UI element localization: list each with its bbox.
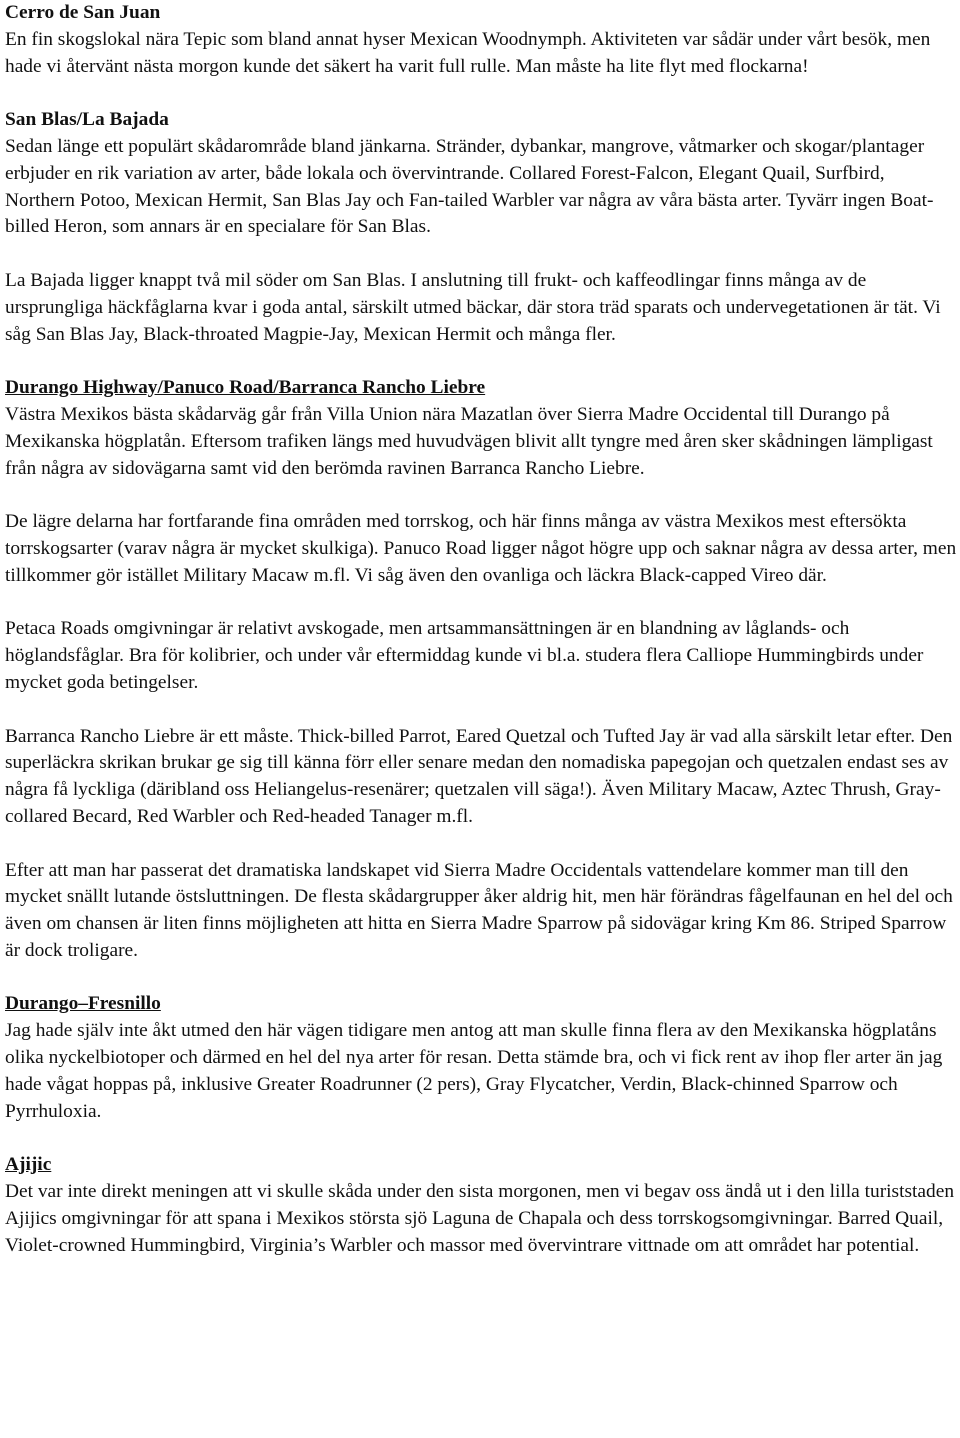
section-heading: Durango Highway/Panuco Road/Barranca Rancho Liebre	[5, 377, 486, 399]
section-heading: Cerro de San Juan	[5, 2, 161, 23]
paragraph: Västra Mexikos bästa skådarväg går från Villa Union nära Mazatlan över Sierra Madre Occidental till Durango på Mexikanska högplatån. Eftersom trafiken längs med huvudvägen blivit allt tyngre med åren sker skådningen lämpligast från några av sidovägarna samt vid den berömda ravinen Barranca Rancho Liebre.	[5, 403, 933, 479]
section-durango-highway	[5, 375, 957, 965]
paragraph: Jag hade själv inte åkt utmed den här vägen tidigare men antog att man skulle finna flera av den Mexikanska högplatåns olika nyckelbiotoper och därmed en hel del nya arter för resan. Detta stämde bra, och vi fick rent av ihop fler arter än jag hade vågat hoppas på, inklusive Greater Roadrunner (2 pers), Gray Flycatcher, Verdin, Black-chinned Sparrow och Pyrrhuloxia.	[5, 1020, 943, 1122]
section-ajijic	[5, 1152, 957, 1259]
paragraph: Barranca Rancho Liebre är ett måste. Thick-billed Parrot, Eared Quetzal och Tufted Jay är vad alla särskilt letar efter. Den superläckra skrikan brukar ge sig till känna förr eller senare medan den nomadiska papegojan och quetzalen endast ses av några få lyckliga (däribland oss Heliangelus-resenärer; quetzalen vill säga!). Även Military Macaw, Aztec Thrush, Gray-collared Becard, Red Warbler och Red-headed Tanager m.fl.	[5, 725, 953, 827]
section-san-blas-la-bajada	[5, 107, 957, 348]
section-heading: Durango–Fresnillo	[5, 993, 161, 1015]
section-cerro-de-san-juan	[5, 0, 957, 80]
paragraph: De lägre delarna har fortfarande fina områden med torrskog, och här finns många av västra Mexikos mest eftersökta torrskogsarter (varav några är mycket skulkiga). Panuco Road ligger något högre upp och saknar några av dessa arter, men tillkommer gör istället Military Macaw m.fl. Vi såg även den ovanliga och läckra Black-capped Vireo där.	[5, 511, 957, 586]
paragraph: Det var inte direkt meningen att vi skulle skåda under den sista morgonen, men vi begav oss ändå ut i den lilla turiststaden Ajijics omgivningar för att spana i Mexikos största sjö Laguna de Chapala och dess torrskogsomgivningar. Barred Quail, Violet-crowned Hummingbird, Virginia’s Warbler och massor med övervintrare vittnade om att området har potential.	[5, 1181, 955, 1256]
paragraph: Sedan länge ett populärt skådarområde bland jänkarna. Stränder, dybankar, mangrove, våtmarker och skogar/plantager erbjuder en rik variation av arter, både lokala och övervintrande. Collared Forest-Falcon, Elegant Quail, Surfbird, Northern Potoo, Mexican Hermit, San Blas Jay och Fan-tailed Warbler var några av våra bästa arter. Tyvärr ingen Boat-billed Heron, som annars är en specialare för San Blas.	[5, 135, 934, 238]
section-durango-fresnillo	[5, 991, 957, 1125]
section-heading: Ajijic	[5, 1154, 52, 1176]
paragraph: La Bajada ligger knappt två mil söder om San Blas. I anslutning till frukt- och kaffeodlingar finns många av de ursprungliga häckfåglarna kvar i goda antal, särskilt utmed bäckar, där stora träd sparats och undervegetationen är tät. Vi såg San Blas Jay, Black-throated Magpie-Jay, Mexican Hermit och många fler.	[5, 269, 941, 345]
paragraph: Efter att man har passerat det dramatiska landskapet vid Sierra Madre Occidentals vattendelare kommer man till den mycket snällt lutande östsluttningen. De flesta skådargrupper åker aldrig hit, men här förändras fågelfaunan en hel del och även om chansen är liten finns möjligheten att hitta en Sierra Madre Sparrow på sidovägar kring Km 86. Striped Sparrow är dock troligare.	[5, 859, 953, 961]
paragraph: Petaca Roads omgivningar är relativt avskogade, men artsammansättningen är en blandning av låglands- och höglandsfåglar. Bra för kolibrier, och under vår eftermiddag kunde vi bl.a. studera flera Calliope Hummingbirds under mycket goda betingelser.	[5, 618, 924, 693]
document-page	[5, 0, 957, 1259]
section-heading: San Blas/La Bajada	[5, 109, 169, 131]
paragraph: En fin skogslokal nära Tepic som bland annat hyser Mexican Woodnymph. Aktiviteten var sådär under vårt besök, men hade vi återvänt nästa morgon kunde det säkert ha varit full rulle. Man måste ha lite flyt med flockarna!	[5, 28, 931, 77]
